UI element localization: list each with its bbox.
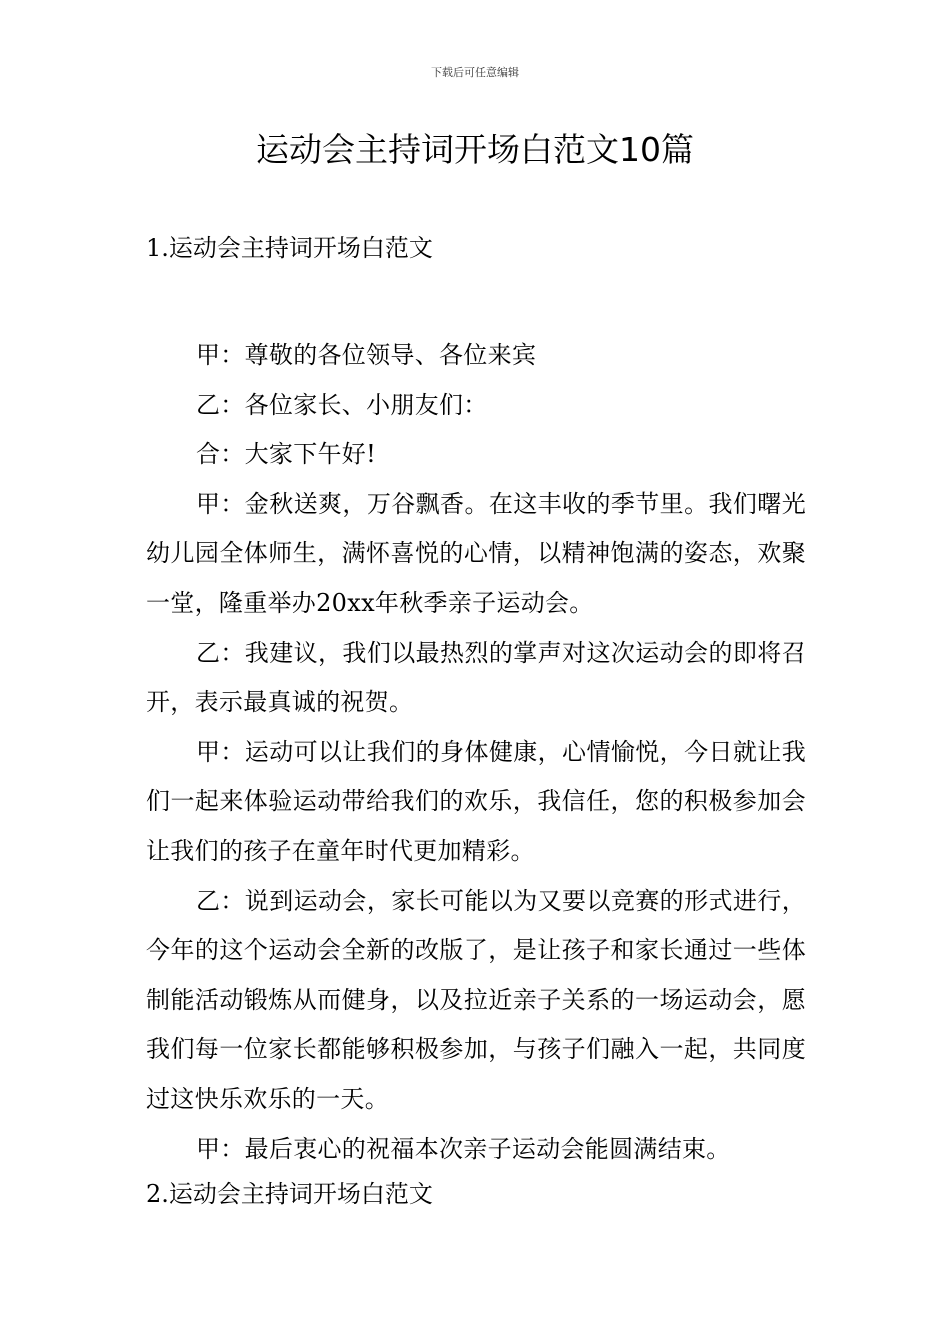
section-heading-1: 1.运动会主持词开场白范文 bbox=[146, 234, 433, 262]
paragraph: 乙：各位家长、小朋友们： bbox=[196, 390, 488, 419]
header-note: 下载后可任意编辑 bbox=[431, 66, 519, 79]
paragraph: 乙：我建议，我们以最热烈的掌声对这次运动会的即将召开，表示最真诚的祝贺。 bbox=[146, 638, 806, 717]
paragraph: 甲：尊敬的各位领导、各位来宾 bbox=[196, 341, 537, 369]
paragraph: 甲：金秋送爽，万谷飘香。在这丰收的季节里。我们曙光幼儿园全体师生，满怀喜悦的心情，以精神饱满的姿态，欢聚一堂，隆重举办20xx年秋季亲子运动会。 bbox=[146, 489, 806, 617]
paragraph: 甲：最后衷心的祝福本次亲子运动会能圆满结束。 bbox=[196, 1134, 731, 1163]
section-heading-2: 2.运动会主持词开场白范文 bbox=[146, 1180, 433, 1208]
paragraph: 甲：运动可以让我们的身体健康，心情愉悦，今日就让我们一起来体验运动带给我们的欢乐，我信任，您的积极参加会让我们的孩子在童年时代更加精彩。 bbox=[146, 737, 806, 865]
document-title: 运动会主持词开场白范文10篇 bbox=[256, 130, 694, 169]
paragraph: 合：大家下午好! bbox=[196, 440, 377, 469]
paragraph: 乙：说到运动会，家长可能以为又要以竞赛的形式进行，今年的这个运动会全新的改版了，是让孩子和家长通过一些体制能活动锻炼从而健身，以及拉近亲子关系的一场运动会，愿我们每一位家长都能够积极参加，与孩子们融入一起，共同度过这快乐欢乐的一天。 bbox=[146, 886, 806, 1113]
section-1-body bbox=[146, 331, 806, 1174]
